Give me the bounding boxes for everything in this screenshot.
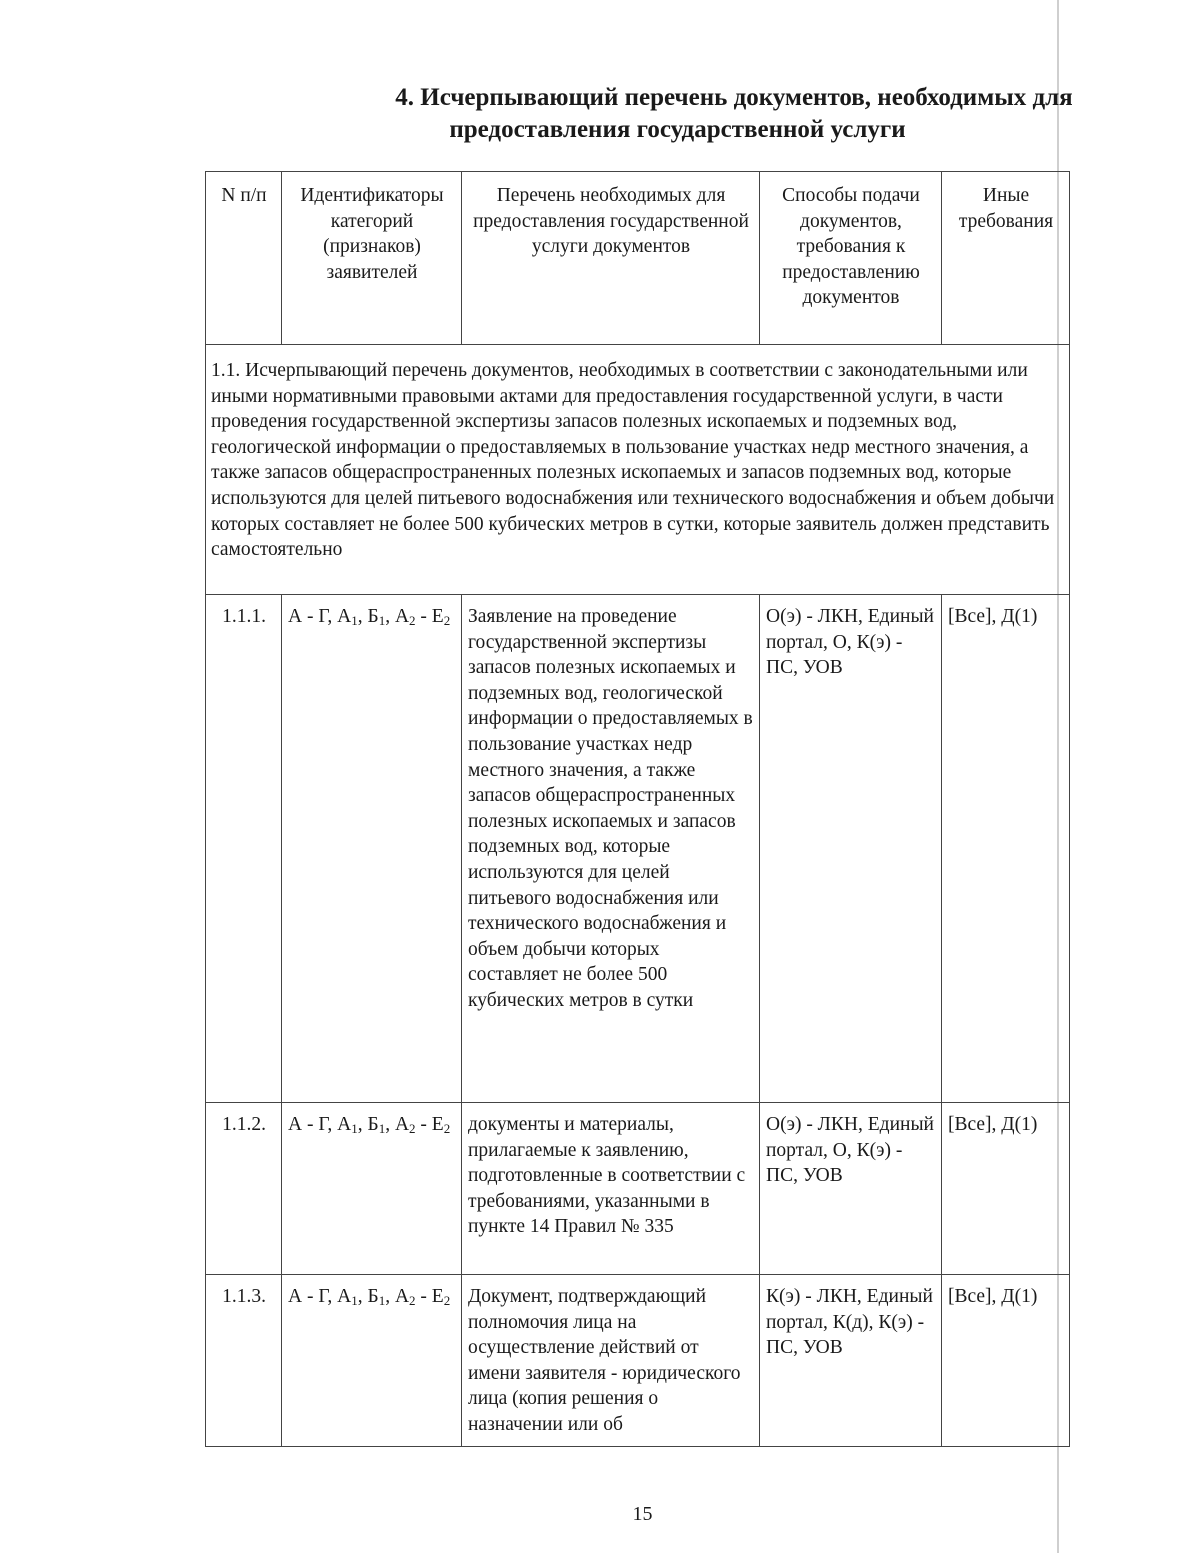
header-categories: Идентификаторы категорий (признаков) заявителей <box>282 172 462 345</box>
table-row <box>206 1103 1070 1275</box>
section-heading <box>205 82 1145 146</box>
row-number: 1.1.1. <box>206 595 282 1103</box>
row-methods: О(э) - ЛКН, Единый портал, О, К(э) - ПС, УОВ <box>760 1103 942 1275</box>
row-other: [Все], Д(1) <box>942 595 1070 1103</box>
table-row <box>206 595 1070 1103</box>
header-number: N п/п <box>206 172 282 345</box>
row-categories: А - Г, $А_1$, $Б_1$, $А_2 - Е_2$ <box>282 1275 462 1447</box>
section-text: 1.1. Исчерпывающий перечень документов, необходимых в соответствии с законодательными или иными нормативными правовыми актами для предоставления государственной услуги, в части проведения государственной экспертизы запасов полезных ископаемых и подземных вод, геологической информации о предоставляемых в пользование участках недр местного значения, а также запасов общераспространенных полезных ископаемых и запасов подземных вод, которые используются для целей питьевого водоснабжения или технического водоснабжения и объем добычи которых составляет не более 500 кубических метров в сутки, которые заявитель должен представить самостоятельно <box>206 345 1070 595</box>
table-header-row <box>206 172 1070 345</box>
page-number: 15 <box>632 1503 653 1525</box>
documents-table <box>205 171 1070 1447</box>
table-row <box>206 1275 1070 1447</box>
header-methods: Способы подачи документов, требования к предоставлению документов <box>760 172 942 345</box>
section-heading-line2: предоставления государственной услуги <box>449 116 906 143</box>
row-other: [Все], Д(1) <box>942 1103 1070 1275</box>
row-categories: А - Г, $А_1$, $Б_1$, $А_2 - Е_2$ <box>282 595 462 1103</box>
row-methods: О(э) - ЛКН, Единый портал, О, К(э) - ПС, УОВ <box>760 595 942 1103</box>
row-number: 1.1.2. <box>206 1103 282 1275</box>
row-other: [Все], Д(1) <box>942 1275 1070 1447</box>
row-methods: К(э) - ЛКН, Единый портал, К(д), К(э) - ПС, УОВ <box>760 1275 942 1447</box>
row-document: Документ, подтверждающий полномочия лица на осуществление действий от имени заявителя - юридического лица (копия решения о назначении или об <box>462 1275 760 1447</box>
section-heading-line1: 4. Исчерпывающий перечень документов, необходимых для <box>395 84 1073 111</box>
section-row <box>206 345 1070 595</box>
row-document: документы и материалы, прилагаемые к заявлению, подготовленные в соответствии с требованиями, указанными в пункте 14 Правил № 335 <box>462 1103 760 1275</box>
row-document: Заявление на проведение государственной экспертизы запасов полезных ископаемых и подземных вод, геологической информации о предоставляемых в пользование участках недр местного значения, а также запасов общераспространенных полезных ископаемых и запасов подземных вод, которые используются для целей питьевого водоснабжения или технического водоснабжения и объем добычи которых составляет не более 500 кубических метров в сутки <box>462 595 760 1103</box>
row-number: 1.1.3. <box>206 1275 282 1447</box>
header-documents: Перечень необходимых для предоставления государственной услуги документов <box>462 172 760 345</box>
header-other: Иные требования <box>942 172 1070 345</box>
row-categories: А - Г, $А_1$, $Б_1$, $А_2 - Е_2$ <box>282 1103 462 1275</box>
